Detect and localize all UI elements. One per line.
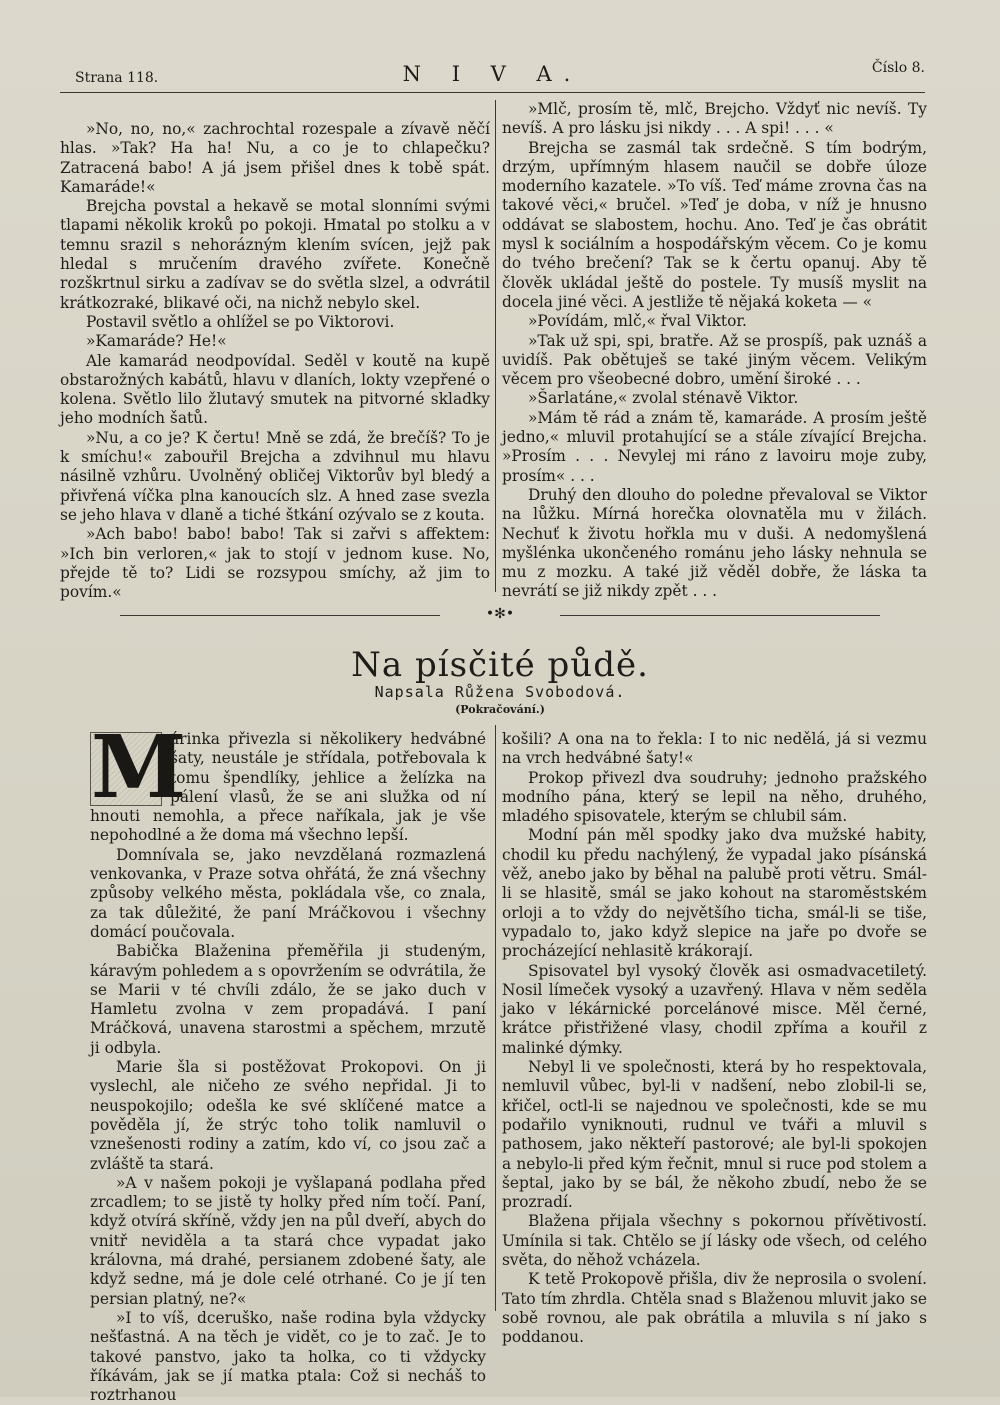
story-column-left <box>60 120 490 602</box>
continued-note: (Pokračování.) <box>455 703 545 716</box>
article-column-right <box>502 730 927 1347</box>
paragraph: Babička Blaženina přeměřila ji studeným, káravým pohledem a s opovržením se odvrátila, že se Marii v té chvíli zdálo, že se jako duch v Hamletu zvolna v zem propadává. I paní Mráčková, unavena starostmi a spěchem, mrzutě ji odbyla. <box>90 942 486 1057</box>
article-author: Napsala Růžena Svobodová. <box>374 683 626 701</box>
paragraph: Ale kamarád neodpovídal. Seděl v koutě na kupě obstarožných kabátů, hlavu v dlaních, lokty vzepřené o kolena. Světlo lilo žlutavý smutek na pitvorné skladky jeho modních šatů. <box>60 351 490 428</box>
paragraph: K tetě Prokopově přišla, div že neprosila o svolení. Tato tím zhrdla. Chtěla snad s Blaženou mluvit jako se sobě rovnou, ale pak obrátila a mluvila s ní jako s poddanou. <box>502 1270 927 1347</box>
paragraph: »Ach babo! babo! babo! Tak si zařvi s affektem: »Ich bin verloren,« jak to stojí v jednom kuse. No, přejde tě to? Lidi se rozsypou smíchy, až jim to povím.« <box>60 525 490 602</box>
paragraph: »Mám tě rád a znám tě, kamaráde. A prosím ještě jedno,« mluvil protahující se a stále zívající Brejcha. »Prosím . . . Nevylej mi ráno z lavoiru moje zuby, prosím« . . . <box>502 408 927 485</box>
magazine-title: N I V A. <box>402 62 583 86</box>
issue-number: Číslo 8. <box>871 60 925 76</box>
paragraph: Domnívala se, jako nevzdělaná rozmazlená venkovanka, v Praze sotva ohřátá, že zná všechny způsoby velkého města, pokládala vše, co znala, za tak důležité, že paní Mráčkovou i všechny domácí poučovala. <box>90 845 486 941</box>
paragraph: Marie šla si postěžovat Prokopovi. On ji vyslechl, ale ničeho ze svého nepřidal. Ji to neuspokojilo; odešla ke své sklíčené matce a pověděla jí, že strýc toho tolik namluvil o vznešenosti rodiny a zatím, kdo ví, co jsou zač a zvláště ta stará. <box>90 1058 486 1173</box>
ornament-glyph: •✻• <box>485 606 515 622</box>
paragraph-text: árinka přivezla si několikery hedvábné šaty, neustále je střídala, potřebovala k tomu špendlíky, jehlice a želízka na pálení vlasů, že se ani služka od ní hnouti nemohla, a přece naříkala, jak je vše nepohodlné a že doma má všechno lepší. <box>90 730 486 845</box>
page-header <box>60 58 925 93</box>
paragraph: »I to víš, dceruško, naše rodina byla vždycky nešťastná. A na těch je vidět, co je to zač. Je to takové panstvo, jako ta holka, co ti vždycky říkávám, jak se jí matka ptala: Což si necháš to roztrhanou <box>90 1308 486 1405</box>
paragraph: Spisovatel byl vysoký člověk asi osmadvacetiletý. Nosil límeček vysoký a uzavřený. Hlava v něm seděla jako v lékárnické porcelánové misce. Měl černé, krátce přistřižené vlasy, chodil zpříma a kouřil z malinké dýmky. <box>502 961 927 1057</box>
column-divider <box>495 100 496 592</box>
section-ornament <box>120 606 880 626</box>
paragraph: »Kamaráde? He!« <box>86 332 227 351</box>
drop-cap: M <box>91 717 187 818</box>
article-column-left <box>90 717 486 1405</box>
column-divider <box>495 725 496 1311</box>
paragraph: Postavil světlo a ohlížel se po Viktorovi. <box>86 312 395 331</box>
page-number: Strana 118. <box>75 70 159 86</box>
paragraph: košili? A ona na to řekla: I to nic nedělá, já si vezmu na vrch hedvábné šaty!« <box>502 730 927 768</box>
paragraph: Modní pán měl spodky jako dva mužské habity, chodil ku předu nachýlený, že vypadal jako písánská věž, anebo jako by běhal na palubě proti větru. Smál-li se hlasitě, smál se jako kohout na staroměstském orloji a to vždy do největšího ticha, smál-li se tiše, vypadalo to, jako když slepice na jaře po dvoře se procházející nehlasitě krákorají. <box>502 826 927 961</box>
paragraph: Nebyl li ve společnosti, která by ho respektovala, nemluvil vůbec, byl-li v nadšení, nebo zlobil-li se, křičel, octl-li se najednou ve společnosti, kde se mu podařilo vyniknouti, rudnul ve tváři a mluvil s pathosem, jako někteří pastorové; ale byl-li spokojen a nebylo-li před kým řečnit, mnul si ruce pod stolem a šeptal, jako by se bál, že někoho zbudí, nebo že se prozradí. <box>502 1058 927 1212</box>
story-column-right <box>502 100 927 601</box>
paragraph: Prokop přivezl dva soudruhy; jednoho pražského modního pána, který se lepil na něho, druhého, mladého spisovatele, kterým se chlubil sám. <box>502 768 927 826</box>
paragraph: »No, no, no,« zachrochtal rozespale a zívavě něčí hlas. »Tak? Ha ha! Nu, a co je to chlapečku? Zatracená babo! A já jsem přišel dnes k tobě spát. Kamaráde!« <box>60 120 490 196</box>
paragraph: »A v našem pokoji je vyšlapaná podlaha před zrcadlem; to se jistě ty holky před ním točí. Paní, když otvírá skříně, vždy jen na půl dveří, abych do vnitř neviděla a ta stará chce vypadat jako královna, má drahé, persianem zdobené šaty, ale když sedne, má je dole celé otrhané. Co je jí ten persian platný, ne?« <box>90 1173 486 1308</box>
paragraph <box>90 717 486 846</box>
paragraph: »Šarlatáne,« zvolal sténavě Viktor. <box>528 389 799 408</box>
paragraph: Druhý den dlouho do poledne převaloval se Viktor na lůžku. Mírná horečka olovnatěla mu v žilách. Nechuť k životu hořkla mu v duši. A nedomyšlená myšlénka ukončeného románu jeho lásky nehnula se mu z mozku. A také již věděl dobře, že láska ta nevrátí se již nikdy zpět . . . <box>502 485 927 601</box>
paragraph: »Mlč, prosím tě, mlč, Brejcho. Vždyť nic nevíš. Ty nevíš. A pro lásku jsi nikdy . . . A spi! . . . « <box>502 100 927 138</box>
paragraph: »Tak už spi, spi, bratře. Až se prospíš, pak uznáš a uvidíš. Pak obětuješ se také jiným věcem. Velikým věcem pro všeobecné dobro, umění široké . . . <box>502 331 927 389</box>
paragraph: Brejcha se zasmál tak srdečně. S tím bodrým, drzým, upřímným hlasem naučil se dobře úloze moderního kazatele. »To víš. Teď máme zrovna čas na takové věci,« bručel. »Teď je doba, v níž je hnusno oddávat se slabostem, hochu. Ano. Teď je čas obrátit mysl k sociálním a hospodářským věcem. Co je komu do tvého brečení? Tak se k čertu opanuj. Aby tě člověk ukládal ještě do postele. Ty musíš myslit na docela jiné věci. A jestliže tě nějaká koketa — « <box>502 138 927 311</box>
paragraph: Blažena přijala všechny s pokornou přívětivostí. Umínila si tak. Chtělo se jí lásky ode všech, od celého světa, do něhož vcházela. <box>502 1212 927 1270</box>
article-title: Na písčité půdě. <box>351 645 649 685</box>
paragraph: Brejcha povstal a hekavě se motal slonními svými tlapami několik kroků po pokoji. Hmatal po stolku a v temnu srazil s nehorázným klením svícen, jejž pak hledal s mručením dravého zvířete. Konečně rozškrtnul sirku a zadívav se do světla slzel, a odvrátil krátkozraké, blikavé oči, na nichž nebylo skel. <box>60 197 490 312</box>
ornament-rule <box>560 615 880 616</box>
paragraph: »Nu, a co je? K čertu! Mně se zdá, že brečíš? To je k smíchu!« zabouřil Brejcha a zdvihnul mu hlavu násilně vzhůru. Uvolněný obličej Viktorův byl bledý a přivřená víčka plna kanoucích slz. A hned zase svezla se jeho hlava v dlaně a tiché štkání ozývalo se z kouta. <box>60 428 490 524</box>
paragraph: »Povídám, mlč,« řval Viktor. <box>528 312 747 331</box>
